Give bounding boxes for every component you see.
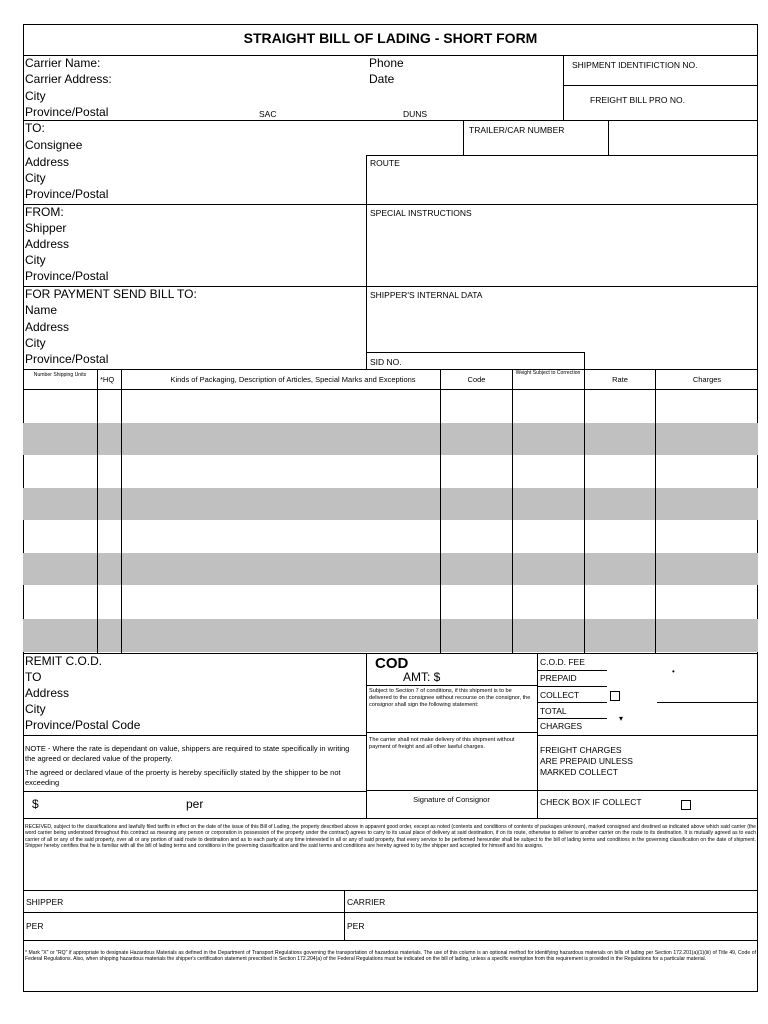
check-box-collect[interactable] [681, 800, 691, 810]
shipper-sign-label: SHIPPER [26, 897, 64, 907]
to-heading: TO: [25, 121, 45, 135]
from-heading: FROM: [25, 205, 64, 219]
collect-label: COLLECT [540, 690, 580, 700]
collect-checkbox[interactable] [610, 691, 620, 701]
col-units-header: Number Shipping Units [33, 372, 87, 378]
cod-carrier-statement: The carrier shall not make delivery of this shipment without payment of freight and all other lawful charges. [369, 737, 515, 750]
date-label: Date [369, 72, 395, 86]
consignee-label: Consignee [25, 138, 83, 152]
prepaid-label: PREPAID [540, 673, 577, 683]
phone-label: Phone [369, 56, 404, 70]
remit-to-label: TO [25, 670, 42, 684]
remit-province-label: Province/Postal Code [25, 718, 141, 732]
from-province-label: Province/Postal [25, 269, 109, 283]
col-weight-header: Weight Subject to Correction [515, 370, 581, 376]
payment-name-label: Name [25, 303, 58, 317]
from-city-label: City [25, 253, 46, 267]
special-instructions-label: SPECIAL INSTRUCTIONS [370, 208, 472, 218]
hazmat-footnote: * Mark "X" or "RQ" if appropriate to designate Hazardous Materials as defined in the Department of Transport Regulations governing the transportation of hazardous materials. The use of this column is an optional method for identifying hazardous materials on bills of lading per Section 172.201(a)(1)(iii) of Title 49, Code of Federal Regulations. Also, when shipping hazardous materials the shipper's certification statement prescribed in Section 172.204(a) of the Federal Regulations must be indicated on the bill of lading, unless a specific exemption from this requirement is provided in the Regulations for a particular material. [25, 950, 756, 963]
value-dollar: $ [32, 797, 39, 811]
charges-label: CHARGES [540, 721, 583, 731]
from-address-label: Address [25, 237, 70, 251]
sac-label: SAC [259, 109, 277, 119]
remit-address-label: Address [25, 686, 70, 700]
remit-heading: REMIT C.O.D. [25, 654, 103, 668]
carrier-per-label: PER [347, 921, 365, 931]
dropdown-caret-icon: ▾ [619, 714, 624, 723]
to-address-label: Address [25, 155, 70, 169]
to-province-label: Province/Postal [25, 187, 109, 201]
col-desc-header: Kinds of Packaging, Description of Articles, Special Marks and Exceptions [170, 375, 416, 384]
payment-city-label: City [25, 336, 46, 350]
shipper-per-label: PER [26, 921, 44, 931]
received-paragraph: RECEIVED, subject to the classifications and lawfully filed tariffs in effect on the date of the issue of this Bill of Lading, the property described above in apparent good order, except as noted (contents and conditions of contents of packages unknown), marked consigned and destined as indicated above which said carrier (the word carrier being understood throughout this contract as meaning any person or corporation in possession of the property under the contract) agrees to carry to its usual place of delivery at said destination, if on its route, otherwise to deliver to another carrier on the route to its destination. It is mutually agreed as to each carrier of all or any of the said property, over all or any portion of said route to destination and as to each party at any time interested in all or any of said property, that every service to be performed hereunder shall be subject to the bill of lading terms and conditions in the governing classification on the date of shipment. Shipper hereby certifies that he is familiar with all the bill of lading terms and conditions in the governing classification and the said terms and conditions are hereby agreed to by the shipper and accepted for himself and his assigns. [25, 824, 756, 850]
shipper-label: Shipper [25, 221, 67, 235]
cod-subject-text: Subject to Section 7 of conditions, if this shipment is to be delivered to the consignee without recourse on the consignor, the consignor shall sign the following statement: [369, 688, 531, 708]
freight-bill-label: FREIGHT BILL PRO NO. [590, 95, 685, 105]
value-per: per [186, 797, 204, 811]
carrier-sign-label: CARRIER [347, 897, 386, 907]
freight-charges-line-3: MARKED COLLECT [540, 767, 618, 777]
route-label: ROUTE [370, 158, 400, 168]
sid-label: SID NO. [370, 357, 402, 367]
col-charges-header: Charges [692, 375, 722, 384]
carrier-city-label: City [25, 89, 46, 103]
trailer-label: TRAILER/CAR NUMBER [469, 125, 565, 135]
cod-fee-label: C.O.D. FEE [540, 657, 585, 667]
carrier-address-label: Carrier Address: [25, 72, 112, 86]
payment-address-label: Address [25, 320, 70, 334]
col-rate-header: Rate [612, 375, 628, 384]
payment-province-label: Province/Postal [25, 352, 109, 366]
check-box-collect-label: CHECK BOX IF COLLECT [540, 797, 642, 807]
note-text-1: NOTE - Where the rate is dependant on value, shippers are required to state specifically in writing the agreed or declared value of the property. [25, 744, 350, 763]
total-label: TOTAL [540, 706, 567, 716]
col-hq-header: *HQ [100, 375, 115, 384]
note-text-2: The agreed or declared vlaue of the proerty is hereby specifiiclly stated by the shipper to be not exceeding [25, 768, 341, 787]
remit-city-label: City [25, 702, 46, 716]
to-city-label: City [25, 171, 46, 185]
carrier-province-label: Province/Postal [25, 105, 109, 119]
cod-title: COD [375, 655, 409, 672]
duns-label: DUNS [403, 109, 428, 119]
marker-dot: • [672, 667, 675, 676]
col-code-header: Code [467, 375, 486, 384]
items-table [23, 369, 758, 653]
carrier-name-label: Carrier Name: [25, 56, 101, 70]
freight-charges-line-2: ARE PREPAID UNLESS [540, 756, 633, 766]
shipment-id-label: SHIPMENT IDENTIFICTION NO. [572, 60, 698, 70]
freight-charges-line-1: FREIGHT CHARGES [540, 745, 622, 755]
payment-heading: FOR PAYMENT SEND BILL TO: [25, 287, 197, 301]
form-title: STRAIGHT BILL OF LADING - SHORT FORM [243, 30, 538, 46]
consignor-signature-label: Signature of Consignor [413, 795, 490, 804]
shipper-internal-label: SHIPPER'S INTERNAL DATA [370, 290, 483, 300]
cod-amount: AMT: $ [403, 670, 441, 684]
